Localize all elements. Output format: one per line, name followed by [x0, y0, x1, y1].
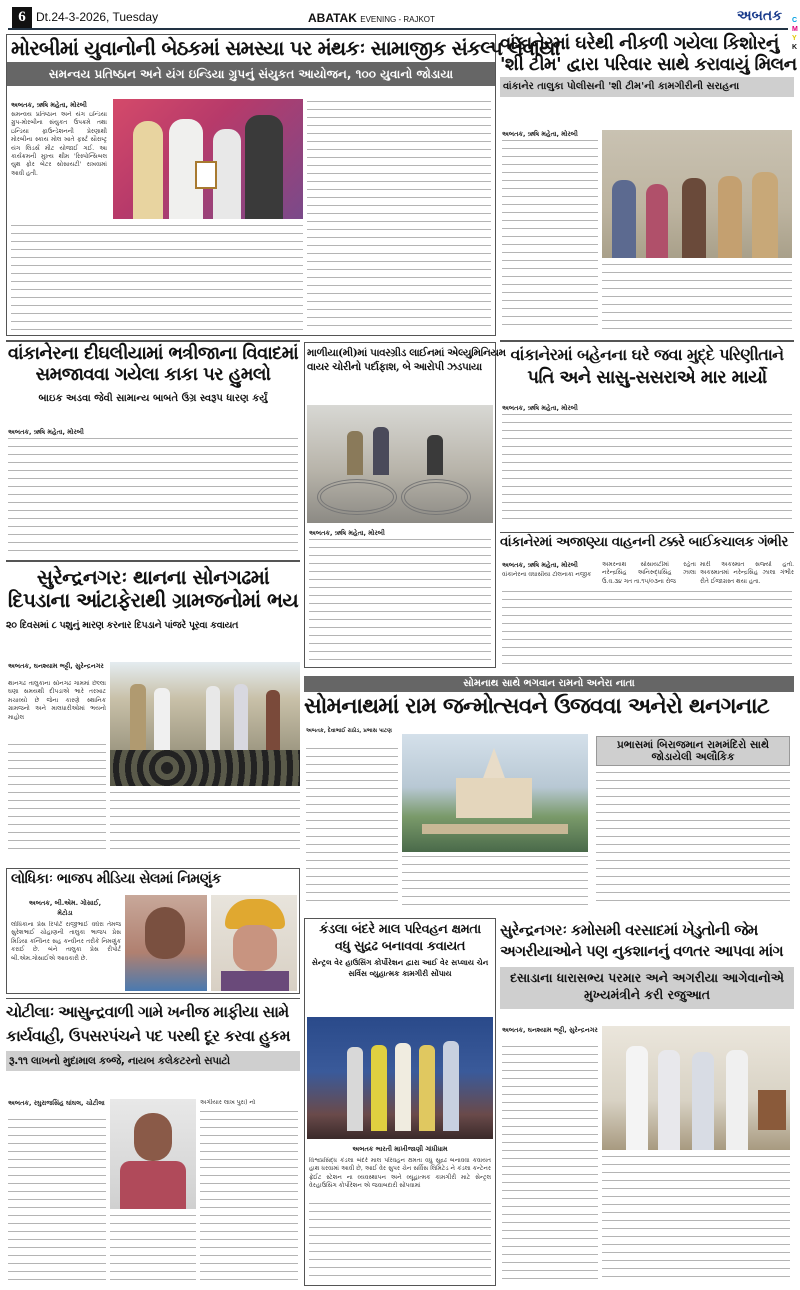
article-dighaliya [6, 340, 300, 554]
article-maliya [304, 342, 506, 668]
headline-line-1: સુરેન્દ્રનગરઃ થાનના સોનગઢમાં [36, 565, 270, 589]
headline: વાંકાનેરમાં અજાણ્યા વાહનની ટક્કરે બાઈકચાલક ગંભીર [500, 534, 788, 550]
portrait-photo-2 [211, 895, 297, 991]
article-columns-right [596, 772, 790, 908]
article-somnath [304, 676, 794, 912]
article-columns [502, 414, 792, 526]
brand-title: ABATAK [308, 11, 357, 25]
meeting-photo [602, 1026, 790, 1150]
black-mark: K [792, 44, 798, 51]
police-photo [602, 130, 792, 258]
article-body: લોધિકાના પ્રેસ રિપોર્ટ રાજીભાઈ વઘેરા તેમજ સુરેશભાઈ ચોહાણની તાલુકા ભાજપ પ્રેસ મિડિયા કન્વિનર સહ કન્વીનર તરીકે નિમણુંક કરાઈ છે. બંને તાલુકા પ્રેસ રીપોર્ટ બી.એમ.ગોસાઈએ આવકારી છે. [11, 921, 121, 962]
headline-line-2: 'શી ટીમ' દ્વારા પરિવાર સાથે કરાવાયું મિલન [500, 53, 797, 75]
byline: અબતક, ઋષિ મહેતા, મોરબી [502, 561, 578, 569]
article-columns-lower [602, 1156, 790, 1282]
accused-photo [110, 1099, 196, 1209]
article-wankaner-sister [500, 340, 794, 528]
subheadline: દસાડાના ધારાસભ્ય પરમાર અને અગરીયા આગેવાનોએ મુખ્યમંત્રીને કરી રજુઆત [500, 967, 794, 1009]
article-columns [306, 748, 398, 908]
headline-line-1: ચોટીલાઃ આસુન્દ્રવાળી ગામે ખનીજ માફીયા સામે [6, 1002, 289, 1021]
article-columns-lower [602, 264, 792, 332]
article-column-3: મારી અકસ્માત સર્જ્યો હતો. અકસ્માતમાં નરેન્દ્રસિંહ ઝાલા ગંભીર રીતે ઈજાગ્રસ્ત થયા હતા. [700, 561, 794, 585]
article-right-column: અગીયાર લાખ પુરા) નો [200, 1099, 256, 1106]
article-columns [8, 1119, 106, 1283]
info-box: પ્રભાસમાં બિરાજમાન રામમંદિરો સાથે જોડાયેલી અલૌકિક [596, 736, 790, 766]
headline-line-2: કાર્યવાહી, ઉપસરપંચને પદ પરથી દૂર કરવા હુકમ [6, 1025, 290, 1045]
byline-2: મેટોડા [57, 909, 73, 917]
masthead [8, 6, 788, 30]
event-photo [113, 99, 303, 219]
headline-line-1: કંડલા બંદરે માલ પરિવહન ક્ષમતા [319, 922, 481, 937]
article-columns-lower [11, 225, 303, 331]
article-columns-lower [110, 792, 300, 856]
article-columns [8, 744, 106, 856]
subheadline: બાઇક અડવા જેવી સામાન્ય બાબતે ઉગ્ર સ્વરૂપ ધારણ કર્યું [38, 393, 268, 405]
byline: અબતક, ઋષિ મહેતા, મોરબી [8, 428, 84, 436]
conference-photo [307, 1017, 493, 1139]
article-morbi [6, 34, 560, 336]
headline-line-2: વધુ સુદ્રઢ બનાવવા કવાયત [334, 938, 466, 954]
byline: અબતક, ઋષિ મહેતા, મોરબી [309, 529, 385, 537]
subheadline: ૨૦ દિવસમાં ૮ પશુનું મારણ કરનાર દિપડાને પાંજરે પૂરવા કવાયત [6, 620, 239, 631]
article-columns [502, 140, 598, 332]
article-columns-lower [402, 856, 588, 908]
article-kandla [304, 918, 496, 1286]
headline-line-1: વાંકાનેરના દીઘલીયામાં ભત્રીજાના વિવાદમાં [7, 343, 299, 364]
temple-photo [402, 734, 588, 852]
article-columns [307, 101, 491, 331]
subheadline: સમન્વય પ્રતિષ્ઠાન અને યંગ ઇન્ડિયા ગ્રુપનું સંયુકત આયોજન, ૧૦૦ યુવાનો જોડાયા [7, 62, 495, 86]
kicker: સોમનાથ સાથે ભગવાન રામનો અનેરા નાતા [304, 676, 794, 692]
byline: અબતક, ઋષિ મહેતા, મોરબી [11, 101, 87, 109]
page-number: 6 [12, 7, 32, 28]
article-columns-right [200, 1111, 298, 1283]
article-lead: વિશ્વપ્રસિદ્ધ કંડલા બંદરે માલ પરિવહન ક્ષમતા વધુ સુદ્રઢ બનાવવા કવાયત હાથ ધરવામાં આવી છે, આઈ વેર સુપર ચેન સર્વિસ લિમિટેડ ને કંડલા કન્ટેનર ફ્રેઈટ સ્ટેશન ના વ્યવસ્થાપન અને વ્યૂહાત્મક કામગીરી માટે સેન્ટ્રલ વેરહાઉસિંગ કોર્પોરેશન એ જવાબદારી સોંપવામાં [309, 1157, 491, 1190]
headline: મોરબીમાં યુવાનોની બેઠકમાં સમસ્યા પર મંથકઃ સામાજીક સંકલ્પ લેવાયા [11, 36, 560, 60]
subheadline: સેન્ટ્રલ વેર હાઉસિંગ કોર્પોરેશન દ્વારા આઈ વેર સપ્લાય ચેન સર્વિસ વ્યુહાત્મક કામગીરી સોંપાય [311, 957, 489, 978]
portrait-photo-1 [125, 895, 207, 991]
byline: અબતક ભારતી માખીજાણી ગાંધીધામ [352, 1145, 448, 1153]
article-lead: વાંકાનેરના વઘાસીયા ટોલનાકા નજીક [502, 571, 592, 578]
headline-line-2: વાયર ચોરીનો પર્દાફાશ, બે આરોપી ઝડપાયા [307, 361, 482, 374]
article-columns [502, 1046, 598, 1282]
article-chotila [6, 998, 300, 1286]
headline-line-2: દિપડાના આંટાફેરાથી ગ્રામજનોમાં ભય [7, 588, 299, 612]
headline-line-1: સુરેન્દ્રનગરઃ કમોસમી વરસાદમાં ખેડુતોની જેમ [500, 921, 758, 939]
byline: અબતક, ઋષિ મહેતા, મોરબી [502, 404, 578, 412]
byline: અબતક, ઘનશ્યામ ભટ્ટી, સુરેન્દ્રનગર [502, 1026, 598, 1034]
headline: સોમનાથમાં રામ જન્મોત્સવને ઉજવવા અનેરો થનગનાટ [304, 693, 769, 719]
byline: અબતક, ઋષિ મહેતા, મોરબી [502, 130, 578, 138]
article-columns [309, 1203, 491, 1281]
issue-date: Dt.24-3-2026, Tuesday [36, 10, 159, 24]
article-lead: થાનગઢ તાલુકાના સોનગઢ ગામમાં છેલ્લા ઘણા સમયથી દીપડાએ ભારે તરખાટ મચાવ્યો છે જેના કારણે સ્થાનિક ગ્રામજનો અને માલધારીઓમાં ભયનો માહોલ [8, 680, 106, 721]
article-accident [500, 532, 794, 668]
headline-line-2: અગરીયાઓને પણ નુકશાનનું વળતર આપવા માંગ [500, 942, 783, 961]
article-column-2: અમરનાથ સોસાયટીમાં રહેતા નરેન્દ્રસિંહ અનિરુદ્ધસિંહ ઝાલા ઉ.વ.૩૪ ગત તા.૧૫/૦૩ના રોજ [602, 561, 696, 585]
article-columns [8, 438, 298, 552]
magenta-mark: M [792, 26, 798, 33]
article-columns-lower [110, 1215, 196, 1283]
article-surendranagar-leopard [6, 560, 300, 860]
article-surendranagar-rain [500, 918, 794, 1286]
byline: અબતક, દેવાભાઈ રાઠોડ, પ્રભાસ પાટણ [306, 728, 392, 734]
edition-label: EVENING - RAJKOT [360, 15, 435, 24]
byline: અબતક, ઘનશ્યામ ભટ્ટી, સુરેન્દ્રનગર [8, 662, 104, 670]
headline-line-1: વાંકાનેરમાં બહેનના ઘરે જવા મુદ્દે પરિણીતાને [510, 345, 784, 364]
headline: લોધિકાઃ ભાજપ મીડિયા સેલમાં નિમણુંક [11, 871, 221, 887]
article-lead: સમન્વય પ્રતિષ્ઠાન અને યંગ ઇન્ડિયા ગ્રુપ-મોરબીના સંયુકત ઉપક્રમે તથા ઇન્ડિયા ફાઉન્ડેશનની પ્રેરણાથી મોરબીના સ્કાય મોલ ખાતે ફર્સ્ટ સૌરાષ્ટ્ર યંગ લિડર્સ મીટ યોજાઈ ગઈ. આ કાર્યક્રમની મુખ્ય થીમ 'રિસ્પોન્સિબલ યુથ ફોર બેટર સોસાયટી' રાખવામાં આવી હતી. [11, 111, 107, 177]
article-lodhika [6, 868, 300, 994]
headline-line-2: પતિ અને સાસુ-સસરાએ માર માર્યો [527, 367, 767, 389]
byline-1: અબતક, બી.એમ. ગોસાઈ, [28, 899, 102, 907]
subheadline: રૂ.૧૧ લાખનો મુદામાલ કબ્જે, નાયબ કલેકટરનો સપાટો [6, 1051, 300, 1071]
byline: અબતક, રઘુરાજસિંહ ઘાંઘલ, ચોટીલા [8, 1099, 105, 1107]
article-columns [502, 591, 792, 665]
abatak-logo: અબતક [736, 8, 782, 24]
villagers-photo [110, 662, 300, 786]
article-wankaner-she-team [500, 33, 797, 336]
cyan-mark: C [792, 17, 798, 24]
subheadline: વાંકાનેર તાલુકા પોલીસની 'શી ટીમ'ની કામગીરીની સરાહના [500, 77, 794, 97]
headline-line-1: વાંકાનેરમાં ઘરેથી નીકળી ગયેલા કિશોરનું [500, 33, 779, 54]
headline-line-1: માળીયા(મી)માં પાવરગ્રીડ લાઈનમાં એલ્યુમિનિયમ [307, 347, 506, 359]
brand-name [308, 11, 435, 25]
headline-line-2: સમજાવવા ગયેલા કાકા પર હુમલો [35, 363, 271, 385]
arrest-photo [307, 405, 493, 523]
article-columns [309, 539, 491, 663]
yellow-mark: Y [792, 35, 797, 42]
